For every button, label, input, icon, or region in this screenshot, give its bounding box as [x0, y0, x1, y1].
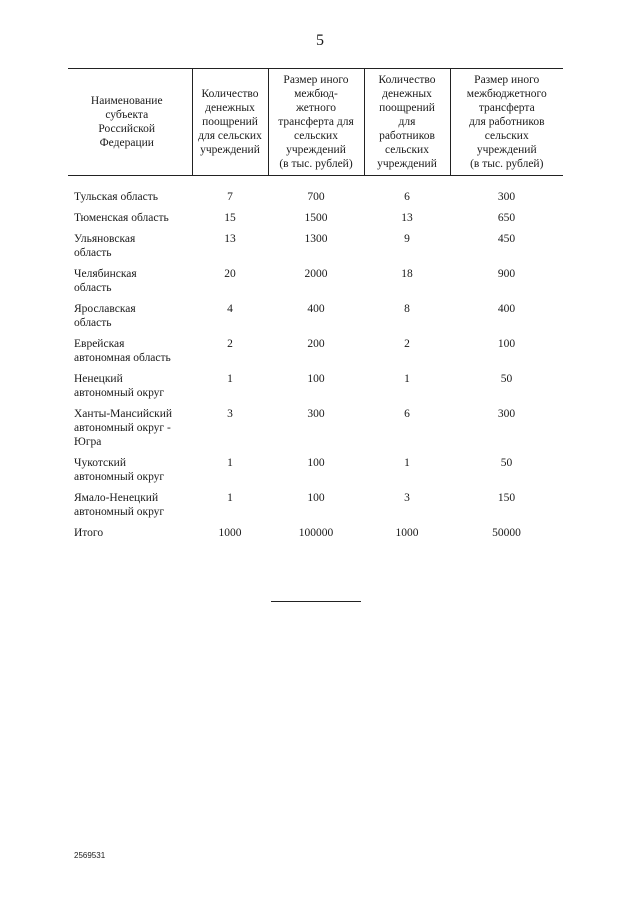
row-subject-name: Тюменская область: [74, 212, 169, 224]
row-rural-transfer: 100: [307, 373, 325, 385]
row-worker-transfer: 400: [497, 303, 516, 315]
row-rural-count: 4: [227, 303, 233, 315]
row-rural-transfer: 100: [307, 492, 325, 504]
row-worker-transfer: 100: [497, 338, 516, 350]
row-worker-count: 6: [404, 408, 410, 420]
table-header-row: [68, 69, 563, 176]
row-worker-count: 13: [401, 212, 413, 224]
row-rural-transfer: 100000: [298, 527, 334, 539]
row-worker-transfer: 900: [497, 268, 516, 280]
row-subject-name: Челябинская область: [74, 268, 137, 294]
table-row: [68, 232, 563, 267]
header-rural-transfer: Размер иного межбюд- жетного трансферта для сельских учреждений (в тыс. рублей): [268, 69, 364, 176]
row-worker-transfer: 150: [497, 492, 516, 504]
table-body: [68, 176, 563, 548]
row-worker-transfer: 300: [497, 191, 516, 203]
row-rural-count: 7: [227, 191, 233, 203]
row-rural-count: 2: [227, 338, 233, 350]
row-rural-count: 3: [227, 408, 233, 420]
row-rural-transfer: 200: [307, 338, 325, 350]
row-worker-count: 1: [404, 457, 410, 469]
separator-line: [271, 601, 361, 602]
row-rural-transfer: 1500: [304, 212, 328, 224]
row-rural-transfer: 2000: [304, 268, 328, 280]
row-worker-count: 3: [404, 492, 410, 504]
row-worker-count: 1: [404, 373, 410, 385]
row-subject-name: Еврейская автономная область: [74, 338, 171, 364]
transfer-table: [68, 68, 563, 547]
row-subject-name: Ямало-Ненецкий автономный округ: [74, 492, 165, 518]
row-subject-name: Тульская область: [74, 191, 158, 203]
table-row: [68, 176, 563, 212]
table-row: [68, 456, 563, 491]
row-worker-count: 6: [404, 191, 410, 203]
table-row: [68, 337, 563, 372]
document-code: 2569531: [74, 851, 106, 860]
row-subject-name: Ульяновская область: [74, 233, 136, 259]
header-subject-name: Наименование субъекта Российской Федерации: [68, 69, 192, 176]
row-worker-count: 2: [404, 338, 410, 350]
row-rural-transfer: 100: [307, 457, 325, 469]
row-rural-transfer: 300: [307, 408, 325, 420]
row-worker-count: 8: [404, 303, 410, 315]
header-worker-count: Количество денежных поощрений для работников сельских учреждений: [364, 69, 450, 176]
row-worker-transfer: 50: [500, 457, 513, 469]
table-row: [68, 372, 563, 407]
row-subject-name: Чукотский автономный округ: [74, 457, 165, 483]
row-worker-transfer: 50000: [492, 527, 521, 539]
row-worker-transfer: 450: [497, 233, 516, 245]
row-rural-count: 1: [227, 457, 233, 469]
row-rural-count: 1: [227, 373, 233, 385]
row-worker-count: 9: [404, 233, 410, 245]
header-worker-transfer: Размер иного межбюджетного трансферта для работников сельских учреждений (в тыс. рублей): [450, 69, 563, 176]
row-subject-name: Ненецкий автономный округ: [74, 373, 165, 399]
table-row: [68, 267, 563, 302]
table-row: [68, 302, 563, 337]
row-rural-count: 1: [227, 492, 233, 504]
row-subject-name: Ярославская область: [74, 303, 136, 329]
row-rural-transfer: 700: [307, 191, 325, 203]
row-rural-count: 15: [224, 212, 236, 224]
row-rural-transfer: 400: [307, 303, 325, 315]
row-rural-transfer: 1300: [304, 233, 328, 245]
row-worker-count: 1000: [395, 527, 419, 539]
table-row: [68, 491, 563, 526]
header-rural-count: Количество денежных поощрений для сельских учреждений: [192, 69, 268, 176]
table-row: [68, 407, 563, 456]
row-worker-transfer: 50: [500, 373, 513, 385]
table-row: [68, 211, 563, 232]
table-row: [68, 526, 563, 547]
row-subject-name: Ханты-Мансийский автономный округ - Югра: [74, 408, 173, 448]
row-rural-count: 20: [224, 268, 236, 280]
row-subject-name: Итого: [74, 527, 104, 539]
page-number: 5: [316, 32, 324, 49]
row-worker-transfer: 650: [497, 212, 516, 224]
row-rural-count: 1000: [218, 527, 242, 539]
row-worker-count: 18: [401, 268, 413, 280]
row-rural-count: 13: [224, 233, 236, 245]
row-worker-transfer: 300: [497, 408, 516, 420]
